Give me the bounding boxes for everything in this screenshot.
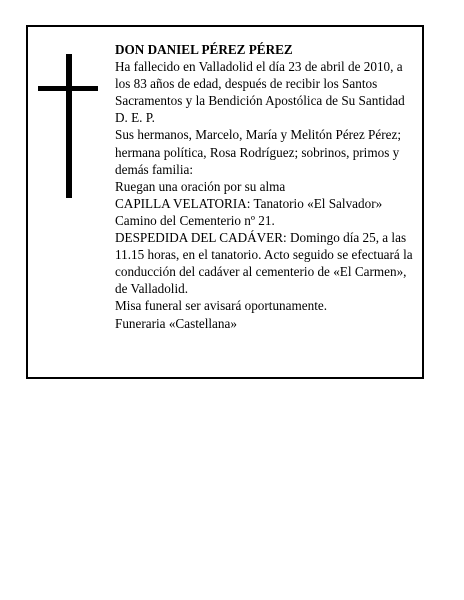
cross-horizontal-bar — [38, 86, 98, 91]
chapel-info: CAPILLA VELATORIA: Tanatorio «El Salvador» Camino del Cementerio nº 21. — [115, 195, 383, 228]
death-announcement: Ha fallecido en Valladolid el día 23 de abril de 2010, a los 83 años de edad, después de recibir los Santos Sacramentos y la Bendición Apostólica de Su Santidad — [115, 59, 405, 109]
deceased-name: DON DANIEL PÉREZ PÉREZ — [115, 42, 293, 57]
funeral-home: Funeraria «Castellana» — [115, 315, 237, 331]
cross-vertical-bar — [66, 54, 72, 198]
obituary-notice — [26, 25, 424, 379]
family-list: Sus hermanos, Marcelo, María y Melitón Pérez Pérez; hermana política, Rosa Rodríguez; sobrinos, primos y demás familia: — [115, 127, 402, 177]
rip-abbreviation: D. E. P. — [115, 110, 155, 126]
farewell-info: DESPEDIDA DEL CADÁVER: Domingo día 25, a las 11.15 horas, en el tanatorio. Acto seguido se efectuará la conducción del cadáver al cementerio de «El Carmen», de Valladolid. — [115, 230, 413, 297]
notice-text — [115, 41, 415, 332]
funeral-mass-info: Misa funeral ser avisará oportunamente. — [115, 298, 328, 314]
prayer-request: Ruegan una oración por su alma — [115, 178, 286, 194]
